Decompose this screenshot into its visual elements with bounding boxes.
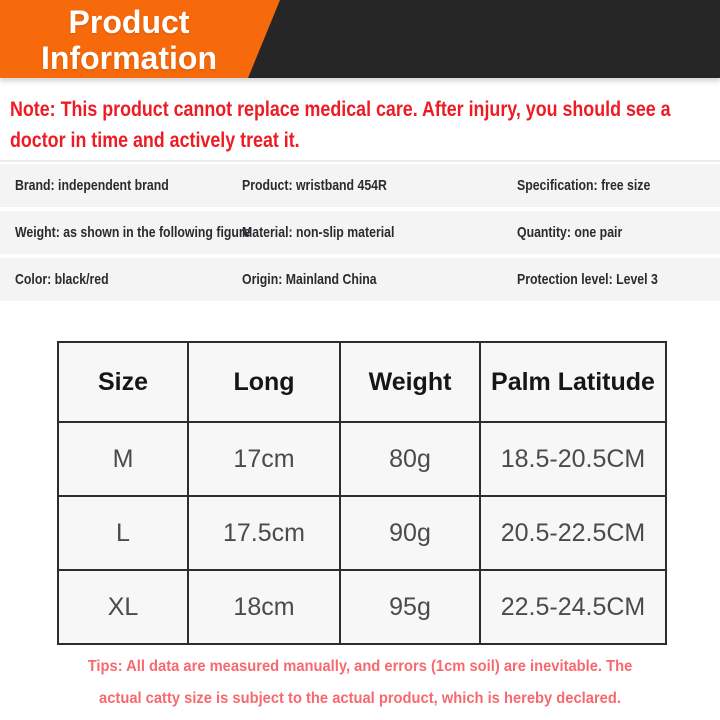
spec-row-1 (0, 164, 720, 207)
spec-weight: Weight: as shown in the following figure (15, 224, 251, 241)
cell-palm-xl: 22.5-24.5CM (480, 570, 666, 644)
col-header-size: Size (58, 342, 188, 422)
cell-long-m: 17cm (188, 422, 340, 496)
cell-weight-xl: 95g (340, 570, 480, 644)
header-banner (0, 0, 720, 78)
col-header-palm-latitude: Palm Latitude (480, 342, 666, 422)
page-title-line2: Information (41, 40, 217, 76)
cell-size-m: M (58, 422, 188, 496)
spec-color: Color: black/red (15, 271, 109, 288)
spec-product: Product: wristband 454R (242, 177, 387, 194)
medical-note-line1: Note: This product cannot replace medical care. After injury, you should see a (10, 98, 671, 121)
page-title (0, 4, 258, 76)
tips-footer (0, 651, 720, 715)
spec-protection-level: Protection level: Level 3 (517, 271, 658, 288)
section-divider (0, 160, 720, 162)
table-row-xl (58, 570, 666, 644)
spec-specification: Specification: free size (517, 177, 651, 194)
cell-palm-l: 20.5-22.5CM (480, 496, 666, 570)
cell-weight-m: 80g (340, 422, 480, 496)
size-table-header-row (58, 342, 666, 422)
medical-note-line2: doctor in time and actively treat it. (10, 129, 300, 152)
medical-note (10, 94, 720, 156)
cell-size-l: L (58, 496, 188, 570)
spec-grid (0, 164, 720, 301)
table-row-l (58, 496, 666, 570)
col-header-weight: Weight (340, 342, 480, 422)
page-title-line1: Product (68, 4, 190, 40)
cell-palm-m: 18.5-20.5CM (480, 422, 666, 496)
cell-size-xl: XL (58, 570, 188, 644)
tips-line2: actual catty size is subject to the actual product, which is hereby declared. (99, 690, 621, 707)
cell-long-xl: 18cm (188, 570, 340, 644)
spec-material: Material: non-slip material (242, 224, 395, 241)
spec-quantity: Quantity: one pair (517, 224, 623, 241)
spec-row-3 (0, 258, 720, 301)
cell-weight-l: 90g (340, 496, 480, 570)
spec-brand: Brand: independent brand (15, 177, 169, 194)
size-table (57, 341, 667, 645)
spec-origin: Origin: Mainland China (242, 271, 377, 288)
tips-line1: Tips: All data are measured manually, and errors (1cm soil) are inevitable. The (87, 658, 633, 675)
col-header-long: Long (188, 342, 340, 422)
table-row-m (58, 422, 666, 496)
spec-row-2 (0, 211, 720, 254)
cell-long-l: 17.5cm (188, 496, 340, 570)
